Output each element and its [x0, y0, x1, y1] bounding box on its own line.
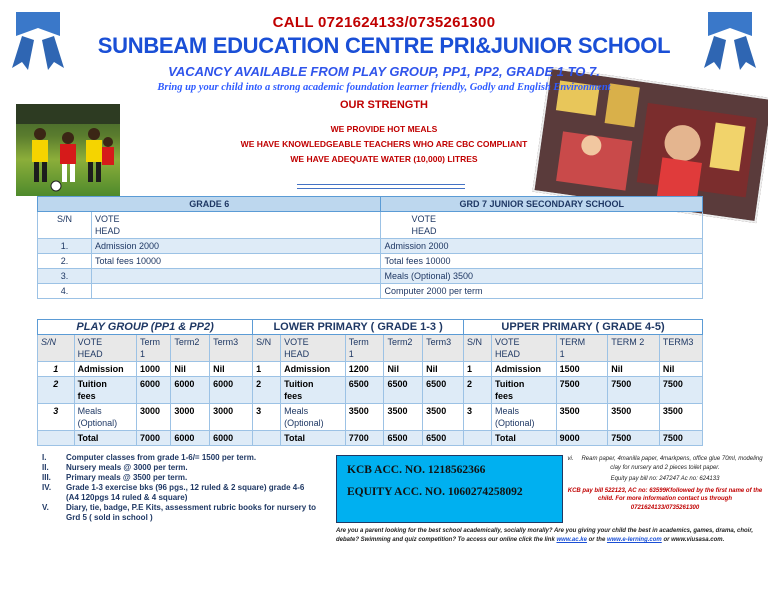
vote-line: fees: [77, 391, 96, 401]
fee-cell: 3500: [423, 404, 464, 431]
grd7-title: GRD 7 JUNIOR SECONDARY SCHOOL: [381, 197, 703, 212]
section-upper-primary: UPPER PRIMARY ( GRADE 4-5): [464, 320, 703, 335]
list-item: [28, 503, 348, 513]
vote-line: Tuition: [284, 379, 314, 389]
feature-teachers: WE HAVE KNOWLEDGEABLE TEACHERS WHO ARE CBC COMPLIANT: [240, 139, 528, 149]
feature-water: WE HAVE ADEQUATE WATER (10,000) LITRES: [290, 154, 478, 164]
head-label: HEAD: [495, 349, 521, 359]
vote-line: Tuition: [495, 379, 525, 389]
payment-notes: [565, 455, 765, 512]
equity-paybill: Equity pay bill no: 247247 Ac no: 624133: [610, 476, 720, 482]
strength-title: OUR STRENGTH: [340, 99, 428, 111]
fee-cell: Nil: [659, 362, 702, 377]
vote-line: Tuition: [77, 379, 107, 389]
fee-cell: 7500: [659, 377, 702, 404]
term-num: 1: [139, 349, 145, 359]
vote-head-header: [381, 212, 703, 239]
grd7-cell: Total fees 10000: [381, 254, 703, 269]
fee-cell: 3500: [608, 404, 660, 431]
kcb-account: KCB ACC. NO. 1218562366: [347, 464, 486, 476]
vote-head-header: [281, 335, 346, 362]
table-row-sn: 1: [253, 362, 281, 377]
table-row-sn: 3: [38, 404, 75, 431]
table-row-sn: 2.: [38, 254, 92, 269]
total-label: Total: [492, 431, 557, 446]
vote-cell: Admission: [492, 362, 557, 377]
total-cell: 6500: [423, 431, 464, 446]
term1-header: [136, 335, 170, 362]
fee-cell: 7500: [608, 377, 660, 404]
grade6-cell: [91, 269, 381, 284]
note-text: Ream paper, 4manilla paper, 4markpens, office glue 70ml, modeling clay for nursery and 2 pieces toilet paper.: [581, 456, 763, 471]
table-row-sn: 1: [464, 362, 492, 377]
term2-header: TERM 2: [608, 335, 660, 362]
list-item: [28, 473, 348, 483]
note-num: III.: [42, 473, 51, 482]
vote-cell: Admission: [281, 362, 346, 377]
table-row-sn: 3.: [38, 269, 92, 284]
level-fees-table: [37, 319, 703, 446]
term2-header: Term2: [171, 335, 210, 362]
total-label: Total: [281, 431, 346, 446]
list-item: [28, 493, 348, 503]
term2-header: Term2: [384, 335, 423, 362]
fee-cell: 7500: [556, 377, 608, 404]
table-row-sn: 3: [464, 404, 492, 431]
grd7-cell: Meals (Optional) 3500: [381, 269, 703, 284]
vote-head-header: [74, 335, 136, 362]
vote-label: VOTE: [411, 214, 436, 224]
vote-cell: [281, 377, 346, 404]
list-item: [28, 483, 348, 493]
total-label: Total: [74, 431, 136, 446]
note-num: [28, 513, 66, 523]
fee-cell: 3000: [136, 404, 170, 431]
fee-cell: Nil: [210, 362, 253, 377]
head-label: HEAD: [77, 349, 103, 359]
sn-header: S/N: [38, 212, 92, 239]
vote-cell: [74, 377, 136, 404]
online-promo-text: [336, 527, 766, 545]
grade6-cell: [91, 284, 381, 299]
promo-text: Are you a parent looking for the best school academically, socially morally? Are you giving your child the best in academics, games, drama, choir, debate? Swimming and quiz competition? To access our online click the link: [336, 528, 754, 543]
fee-cell: Nil: [423, 362, 464, 377]
sn-header: S/N: [38, 335, 75, 362]
table-row-sn: [464, 431, 492, 446]
note-num: [28, 493, 66, 503]
table-row-sn: 3: [253, 404, 281, 431]
grade6-cell: Admission 2000: [91, 239, 381, 254]
term3-header: Term3: [210, 335, 253, 362]
vacancy-line: VACANCY AVAILABLE FROM PLAY GROUP, PP1, PP2, GRADE 1 TO 7.: [168, 64, 600, 79]
note-text: Diary, tie, badge, P.E Kits, assessment rubric books for nursery to: [66, 503, 317, 512]
term3-header: TERM3: [659, 335, 702, 362]
note-text: Computer classes from grade 1-6/= 1500 per term.: [66, 453, 257, 462]
call-line: CALL 0721624133/0735261300: [272, 14, 496, 31]
vote-cell: [492, 404, 557, 431]
vote-line: Meals: [77, 406, 102, 416]
fee-cell: 3500: [556, 404, 608, 431]
table-row-sn: 2: [464, 377, 492, 404]
note-text: Primary meals @ 3500 per term.: [66, 473, 188, 482]
fee-cell: 3500: [384, 404, 423, 431]
section-lower-primary: LOWER PRIMARY ( GRADE 1-3 ): [253, 320, 464, 335]
fee-cell: 6500: [384, 377, 423, 404]
vote-line: (Optional): [495, 418, 535, 428]
football-photo: [16, 104, 120, 196]
vote-label: VOTE: [495, 337, 520, 347]
table-row-sn: 1.: [38, 239, 92, 254]
notes-list: [28, 453, 348, 523]
vote-label: VOTE: [77, 337, 103, 347]
fee-cell: 3500: [659, 404, 702, 431]
feature-meals: WE PROVIDE HOT MEALS: [330, 124, 438, 134]
term3-header: Term3: [423, 335, 464, 362]
note-num: vi.: [567, 456, 574, 462]
school-name: SUNBEAM EDUCATION CENTRE PRI&JUNIOR SCHOOL: [97, 33, 671, 58]
kcb-paybill: KCB pay bill 522123, AC no: 63599Kfollowed by the first name of the child. For more information contact us through 0721624133/0735261300: [567, 487, 763, 511]
term-label: Term: [139, 337, 160, 347]
vote-line: (Optional): [284, 418, 324, 428]
fee-cell: 6000: [210, 377, 253, 404]
vote-cell: Admission: [74, 362, 136, 377]
vote-label: VOTE: [284, 337, 309, 347]
term-num: 1: [559, 349, 565, 359]
fee-cell: 6500: [423, 377, 464, 404]
fee-cell: 6000: [136, 377, 170, 404]
vote-cell: [492, 377, 557, 404]
table-row-sn: [38, 431, 75, 446]
total-cell: 9000: [556, 431, 608, 446]
total-cell: 7500: [659, 431, 702, 446]
requirements-note: [565, 455, 765, 472]
table-row-sn: [253, 431, 281, 446]
note-text: Grd 5 ( sold in school ): [66, 513, 153, 522]
promo-or: or: [663, 537, 670, 543]
head-label: HEAD: [284, 349, 310, 359]
grd7-cell: Admission 2000: [381, 239, 703, 254]
note-text: Nursery meals @ 3000 per term.: [66, 463, 188, 472]
list-item: [28, 453, 348, 463]
bank-accounts-box: [336, 455, 563, 523]
fee-cell: 3500: [345, 404, 384, 431]
head-label: HEAD: [94, 226, 120, 236]
list-item: [28, 463, 348, 473]
grade6-title: GRADE 6: [38, 197, 381, 212]
vote-cell: [74, 404, 136, 431]
fee-cell: 1500: [556, 362, 608, 377]
vote-line: Meals: [495, 406, 520, 416]
head-label: HEAD: [411, 226, 437, 236]
fee-cell: 3000: [171, 404, 210, 431]
table-row-sn: 1: [38, 362, 75, 377]
promo-or: or the: [588, 537, 606, 543]
note-text: Grade 1-3 exercise bks (96 pgs., 12 ruled & 2 square) grade 4-6: [66, 483, 305, 492]
note-num: I.: [42, 453, 47, 462]
sn-header: S/N: [253, 335, 281, 362]
vote-line: fees: [495, 391, 514, 401]
grade-fees-table: [37, 196, 703, 299]
fee-cell: 1200: [345, 362, 384, 377]
fee-cell: Nil: [608, 362, 660, 377]
note-num: V.: [42, 503, 49, 512]
grd7-cell: Computer 2000 per term: [381, 284, 703, 299]
vote-line: fees: [284, 391, 303, 401]
term-label: TERM: [559, 337, 586, 347]
table-row-sn: 2: [38, 377, 75, 404]
vote-label: VOTE: [94, 214, 120, 224]
note-num: IV.: [42, 483, 52, 492]
fee-cell: Nil: [171, 362, 210, 377]
term1-header: [556, 335, 608, 362]
fee-cell: 1000: [136, 362, 170, 377]
term1-header: [345, 335, 384, 362]
list-item: [28, 513, 348, 523]
vote-line: (Optional): [77, 418, 118, 428]
total-cell: 7700: [345, 431, 384, 446]
equity-account: EQUITY ACC. NO. 1060274258092: [347, 486, 523, 498]
section-play-group: PLAY GROUP (PP1 & PP2): [38, 320, 253, 335]
term-label: Term: [348, 337, 369, 347]
divider-line: [297, 184, 465, 185]
total-cell: 6500: [384, 431, 423, 446]
table-row-sn: 4.: [38, 284, 92, 299]
grade6-cell: Total fees 10000: [91, 254, 381, 269]
total-cell: 6000: [171, 431, 210, 446]
fee-cell: 6500: [345, 377, 384, 404]
table-row-sn: 2: [253, 377, 281, 404]
term-num: 1: [348, 349, 354, 359]
sn-header: S/N: [464, 335, 492, 362]
vote-line: Meals: [284, 406, 309, 416]
fee-cell: 6000: [171, 377, 210, 404]
divider-line: [297, 188, 465, 189]
fee-cell: 3000: [210, 404, 253, 431]
note-num: II.: [42, 463, 49, 472]
total-cell: 7500: [608, 431, 660, 446]
note-text: (A4 120pgs 14 ruled & 4 square): [66, 493, 188, 502]
vote-head-header: [492, 335, 557, 362]
vote-head-header: [91, 212, 381, 239]
link-ac[interactable]: www.ac.ke: [556, 537, 587, 543]
link-viusasa[interactable]: www.viusasa.com.: [671, 537, 725, 543]
total-cell: 7000: [136, 431, 170, 446]
tagline: Bring up your child into a strong academic foundation learner friendly, Godly and English Environment: [157, 82, 611, 93]
vote-cell: [281, 404, 346, 431]
fee-cell: Nil: [384, 362, 423, 377]
total-cell: 6000: [210, 431, 253, 446]
link-elearning[interactable]: www.e-lerning.com: [606, 537, 662, 543]
